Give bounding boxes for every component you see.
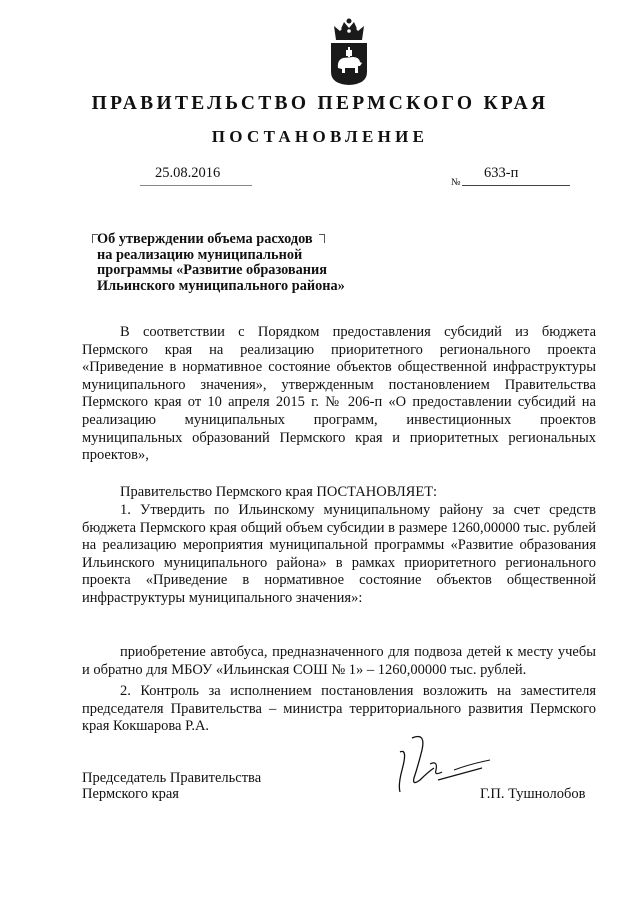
signatory-position-line: Пермского края xyxy=(82,786,179,802)
paragraph-text: В соответствии с Порядком предоставления субсидий из бюджета Пермского края на реализацию приоритетного регионального проекта «Приведение в нормативное состояние объектов общественной инфраструктуры муниципального значения», утвержденным постановлением Правительства Пермского края от 10 апреля 2015 г. № 206-п «О предоставлении субсидий на реализацию муниципальных программ, инвестиционных проектов муниципальных образований Пермского края и приоритетных региональных проектов», xyxy=(82,324,596,464)
signatory-position xyxy=(82,770,261,802)
subject-line: Об утверждении объема расходов xyxy=(97,231,313,247)
document-date: 25.08.2016 xyxy=(155,165,221,181)
body-paragraph-item-2 xyxy=(82,683,596,736)
paragraph-text: 1. Утвердить по Ильинскому муниципальному району за счет средств бюджета Пермского края общий объем субсидии в размере 1260,00000 тыс. рублей на реализацию мероприятия муниципальной программы «Развитие образования Ильинского муниципального района» в рамках приоритетного регионального проекта «Приведение в нормативное состояние объектов общественной инфраструктуры муниципального значения»: xyxy=(82,502,596,606)
paragraph-text: Правительство Пермского края ПОСТАНОВЛЯЕТ: xyxy=(120,484,438,500)
body-paragraph-resolves xyxy=(82,484,596,502)
document-type: ПОСТАНОВЛЕНИЕ xyxy=(211,127,429,146)
signer-name: Г.П. Тушнолобов xyxy=(480,786,586,802)
body-paragraph-item-1 xyxy=(82,502,596,608)
subject-line: программы «Развитие образования xyxy=(97,262,327,278)
body-paragraph-purchase xyxy=(82,644,596,679)
signatory-position-line: Председатель Правительства xyxy=(82,770,262,786)
document-number: 633-п xyxy=(484,165,519,181)
number-sign: № xyxy=(451,177,461,188)
paragraph-text: 2. Контроль за исполнением постановления возложить на заместителя председателя Правительства – министра территориального развития Пермского края Кокшарова Р.А. xyxy=(82,683,596,735)
date-underline xyxy=(140,185,252,186)
document-subject xyxy=(97,232,387,294)
subject-line: Ильинского муниципального района» xyxy=(97,277,345,294)
government-title: ПРАВИТЕЛЬСТВО ПЕРМСКОГО КРАЯ xyxy=(91,93,549,114)
perm-krai-coat-of-arms-icon xyxy=(327,16,371,86)
paragraph-text: приобретение автобуса, предназначенного для подвоза детей к месту учебы и обратно для МБОУ «Ильинская СОШ № 1» – 1260,00000 тыс. рублей. xyxy=(82,644,596,678)
body-paragraph-preamble xyxy=(82,324,596,465)
subject-line: на реализацию муниципальной xyxy=(97,246,303,263)
number-underline xyxy=(462,185,570,186)
handwritten-signature xyxy=(378,730,493,802)
